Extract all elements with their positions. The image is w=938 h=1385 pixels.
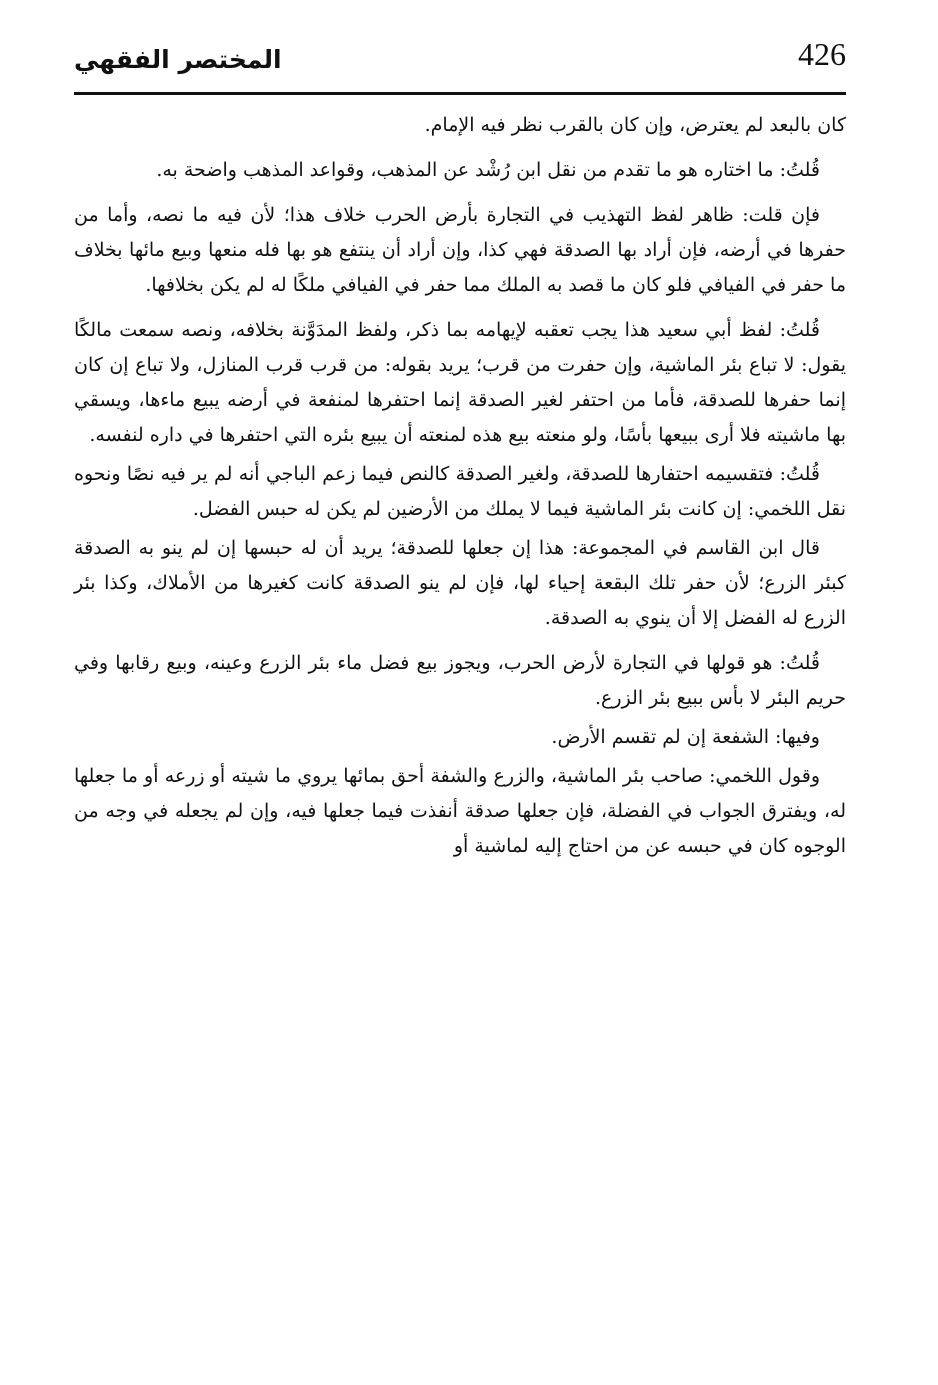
paragraph-1: كان بالبعد لم يعترض، وإن كان بالقرب نظر فيه الإمام. <box>424 114 846 136</box>
paragraph-3: فإن قلت: ظاهر لفظ التهذيب في التجارة بأرض الحرب خلاف هذا؛ لأن فيه ما نصه، وأما من حفرها في أرضه، فإن أراد بها الصدقة فهي كذا، وإن أراد أن ينتفع هو بها فله منعها وبيع مائها بخلاف ما حفر في الفيافي فلو كان ما قصد به الملك مما حفر في الفيافي ملكًا له لم يكن بخلافها. <box>74 204 846 296</box>
paragraph-8: وفيها: الشفعة إن لم تقسم الأرض. <box>551 726 820 748</box>
paragraph-4: قُلتُ: لفظ أبي سعيد هذا يجب تعقبه لإيهامه بما ذكر، ولفظ المدَوَّنة بخلافه، ونصه سمعت مالكًا يقول: لا تباع بئر الماشية، وإن حفرت من قرب؛ يريد بقوله: من قرب قرب المنازل، ولا تباع إن كان إنما حفرها للصدقة، فأما من احتفر لغير الصدقة إنما احتفرها لمنفعة في أرضه يبيع ماءها، ويسقي بها ماشيته فلا أرى ببيعها بأسًا، ولو منعته بيع هذه لمنعته أن يبيع بئره التي احتفرها في داره لنفسه. <box>74 319 846 446</box>
paragraph-6: قال ابن القاسم في المجموعة: هذا إن جعلها للصدقة؛ يريد أن له حبسها إن لم ينو به الصدقة كبئر الزرع؛ لأن حفر تلك البقعة إحياء لها، فإن لم ينو الصدقة كانت كغيرها من الأملاك، وكذا بئر الزرع له الفضل إلا أن ينوي به الصدقة. <box>74 537 846 629</box>
paragraph-2: قُلتُ: ما اختاره هو ما تقدم من نقل ابن رُشْد عن المذهب، وقواعد المذهب واضحة به. <box>156 159 820 181</box>
page-header <box>74 30 846 95</box>
paragraph-9: وقول اللخمي: صاحب بئر الماشية، والزرع والشفة أحق بمائها يروي ما شيته أو زرعه أو ما جعلها له، ويفترق الجواب في الفضلة، فإن جعلها صدقة أنفذت فيما جعلها فيه، وإن لم يجعله في وجه من الوجوه كان في حبسه عن من احتاج إليه لماشية أو <box>74 765 846 857</box>
page-number: 426 <box>798 36 846 72</box>
paragraph-5: قُلتُ: فتقسيمه احتفارها للصدقة، ولغير الصدقة كالنص فيما زعم الباجي أنه لم ير فيه نصًا ونحوه نقل اللخمي: إن كانت بئر الماشية فيما لا يملك من الأرضين لم يكن له حبس الفضل. <box>74 463 846 520</box>
page-body <box>74 108 846 868</box>
book-title: المختصر الفقهي <box>74 45 282 74</box>
paragraph-7: قُلتُ: هو قولها في التجارة لأرض الحرب، ويجوز بيع فضل ماء بئر الزرع وعينه، وبيع رقابها وفي حريم البئر لا بأس ببيع بئر الزرع. <box>74 652 846 709</box>
